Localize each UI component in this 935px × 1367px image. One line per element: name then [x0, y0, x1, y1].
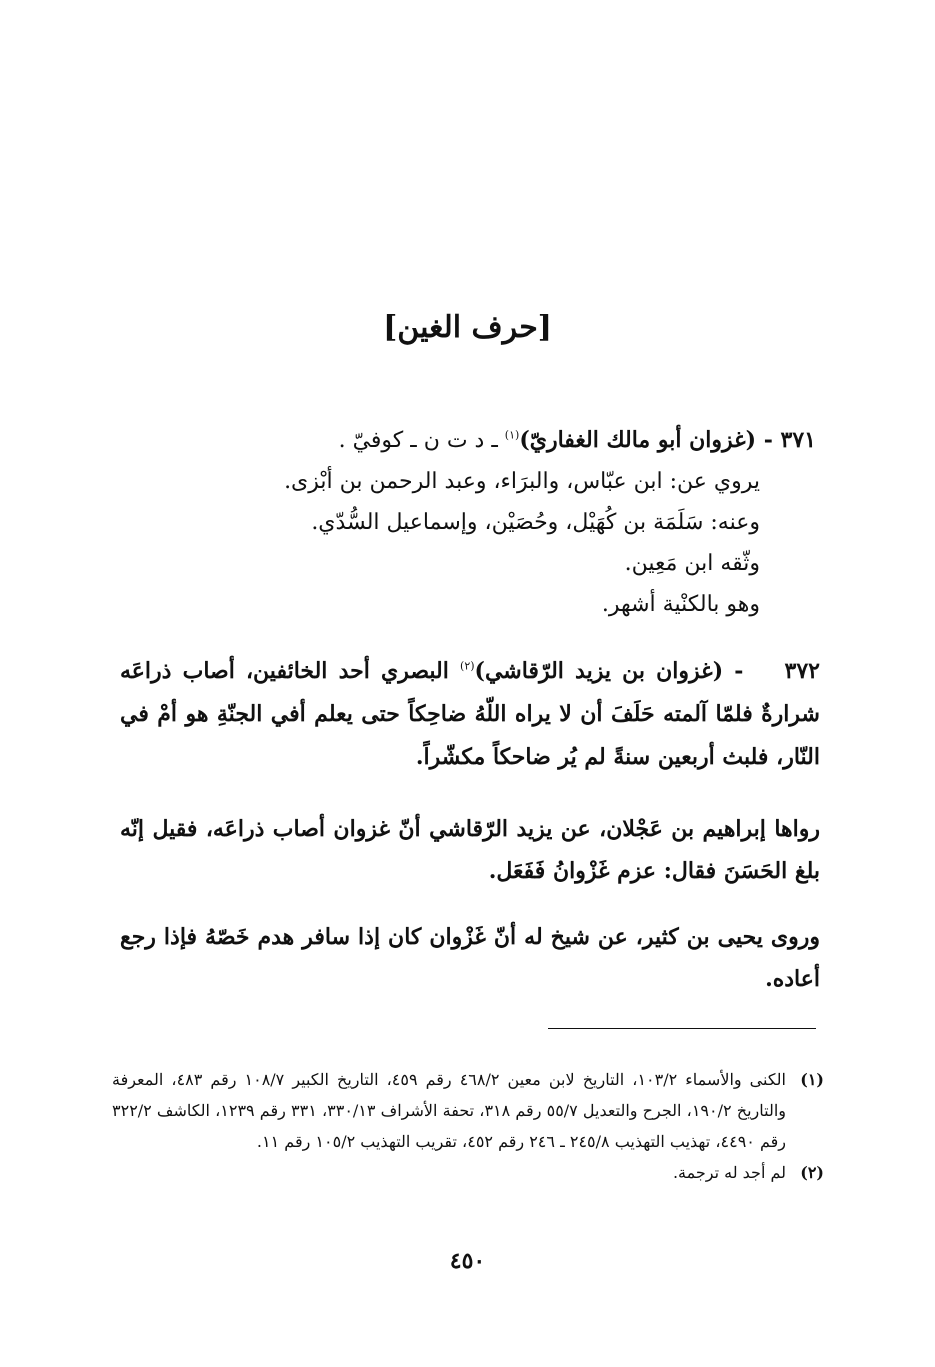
paragraph-narration-1: رواها إبراهيم بن عَجْلان، عن يزيد الرّقاشي أنّ غزوان أصاب ذراعَه، فقيل إنّه بلغ الحَسَنَ فقال: عزم غَزْوانُ فَفَعَل.	[120, 816, 820, 884]
footnotes	[112, 1064, 824, 1188]
entry-372-number: ٣٧٢ -	[723, 658, 820, 684]
footnote-1	[112, 1064, 824, 1157]
entry-371-kunya-note: وهو بالكنْية أشهر.	[601, 592, 760, 617]
footnote-separator	[548, 1028, 816, 1029]
section-title: [حرف الغين]	[383, 310, 552, 345]
page-number: ٤٥٠	[449, 1248, 486, 1274]
paragraph-narration-2: وروى يحيى بن كثير، عن شيخ له أنّ غَزْوان كان إذا سافر هدم خَصّهُ فإذا رجع أعاده.	[120, 924, 820, 992]
footnote-ref-1[interactable]: (١)	[504, 428, 520, 442]
footnote-2	[112, 1157, 824, 1188]
entry-371-students: وعنه: سَلَمَة بن كُهَيْل، وحُصَيْن، وإسماعيل السُّدّي.	[311, 510, 760, 535]
footnote-1-text: الكنى والأسماء ١٠٣/٢، التاريخ لابن معين ٤٦٨/٢ رقم ٤٥٩، التاريخ الكبير ١٠٨/٧ رقم ٤٨٣، المعرفة والتاريخ ١٩٠/٢، الجرح والتعديل ٥٥/٧ رقم ٣١٨، تحفة الأشراف ٣٣٠/١٣، ٣٣١ رقم ١٢٣٩، الكاشف ٣٢٢/٢ رقم ٤٤٩٠، تهذيب التهذيب ٢٤٥/٨ ـ ٢٤٦ رقم ٤٥٢، تقريب التهذيب ١٠٥/٢ رقم ١١.	[112, 1070, 787, 1151]
entry-371-tawthiq: وثّقه ابن مَعِين.	[624, 551, 760, 576]
footnote-1-number: (١)	[800, 1070, 824, 1089]
entry-371	[120, 420, 820, 625]
entry-371-teachers: يروي عن: ابن عبّاس، والبرَاء، وعبد الرحمن بن أبْزى.	[284, 469, 760, 494]
footnote-2-text: لم أجد له ترجمة.	[672, 1163, 786, 1182]
footnote-2-number: (٢)	[800, 1163, 824, 1182]
entry-371-heading	[120, 420, 820, 461]
footnote-ref-2[interactable]: (٢)	[460, 659, 475, 673]
entry-371-name: (غزوان أبو مالك الغفاريّ)	[519, 427, 757, 453]
entry-371-number: ٣٧١ -	[756, 427, 816, 453]
entry-372	[120, 650, 820, 779]
entry-372-name: (غزوان بن يزيد الرّقاشي)	[474, 658, 724, 684]
entry-372-text: البصري أحد الخائفين، أصاب ذراعَه شرارةٌ فلمّا آلمته حَلَفَ أن لا يراه اللّهُ ضاحِكاً حتى يعلم أفي الجنّةِ هو أمْ في النّار، فلبث أربعين سنةً لم يُر ضاحكاً مكشّراً.	[120, 658, 820, 770]
entry-371-sigla: ـ د ت ن ـ كوفيّ .	[338, 428, 505, 453]
